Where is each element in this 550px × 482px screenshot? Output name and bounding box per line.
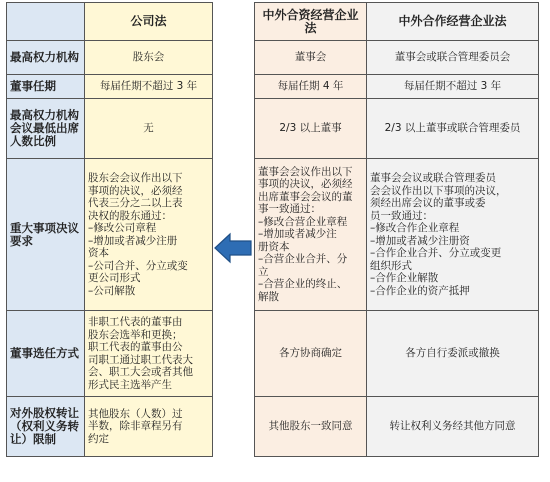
- cell-line: –修改合营企业章程: [258, 215, 348, 228]
- left-arrow-icon: [214, 232, 252, 264]
- row-label-term: 董事任期: [7, 75, 85, 99]
- cell-term-equity-jv: 每届任期 4 年: [255, 75, 367, 99]
- cell-line: 事项的决议，必须经: [88, 184, 183, 197]
- row-label-major: 重大事项决议要求: [7, 159, 85, 311]
- header-equity-jv: 中外合资经营企业法: [255, 3, 367, 41]
- cell-line: 事一致通过：: [258, 203, 321, 216]
- cell-major-equity-jv: [255, 159, 367, 311]
- cell-major-company-law: [85, 159, 213, 311]
- cell-line: 半数，除非章程另有: [88, 420, 183, 433]
- row-term: [7, 75, 539, 99]
- cell-line: 会、职工大会或者其他: [88, 366, 193, 378]
- cell-appoint-coop-jv: 各方自行委派或撤换: [367, 311, 539, 397]
- header-company-law: 公司法: [85, 3, 213, 41]
- header-corner: [7, 3, 85, 41]
- row-label-transfer: 对外股权转让（权利义务转让）限制: [7, 397, 85, 457]
- header-row: [7, 3, 539, 41]
- cell-quorum-coop-jv: 2/3 以上董事或联合管理委员: [367, 99, 539, 159]
- cell-line: –增加或者减少注册: [88, 234, 178, 247]
- cell-line: 约定: [88, 432, 109, 445]
- row-label-appoint: 董事选任方式: [7, 311, 85, 397]
- row-label-authority: 最高权力机构: [7, 41, 85, 75]
- cell-quorum-equity-jv: 2/3 以上董事: [255, 99, 367, 159]
- cell-line: 形式民主选举产生: [88, 378, 172, 391]
- cell-authority-company-law: 股东会: [85, 41, 213, 75]
- cell-line: 员一致通过：: [370, 209, 433, 222]
- cell-authority-coop-jv: 董事会或联合管理委员会: [367, 41, 539, 75]
- cell-transfer-company-law: [85, 397, 213, 457]
- cell-line: –合营企业的终止、: [258, 278, 348, 291]
- cell-line: –公司合并、分立或变: [88, 259, 188, 272]
- row-major: [7, 159, 539, 311]
- cell-appoint-company-law: [85, 311, 213, 397]
- cell-quorum-company-law: 无: [85, 99, 213, 159]
- cell-line: 册资本: [258, 240, 290, 253]
- cell-line: –合作企业的资产抵押: [370, 284, 470, 297]
- cell-line: –合作企业合并、分立或变更: [370, 247, 502, 259]
- cell-line: 司职工通过职工代表大: [88, 353, 193, 366]
- header-coop-jv: 中外合作经营企业法: [367, 3, 539, 41]
- cell-line: 组织形式: [370, 259, 412, 272]
- cell-line: 解散: [258, 290, 279, 303]
- cell-authority-equity-jv: 董事会: [255, 41, 367, 75]
- cell-line: –增加或者减少注册资: [370, 234, 470, 247]
- cell-line: 董事会会议作出以下: [258, 165, 353, 178]
- cell-line: 须经出席会议的董事或委: [370, 197, 486, 209]
- row-transfer: [7, 397, 539, 457]
- cell-line: 资本: [88, 247, 109, 259]
- row-appoint: [7, 311, 539, 397]
- cell-line: 股东会会议作出以下: [88, 172, 183, 184]
- cell-line: 事项的决议，必须经: [258, 178, 353, 191]
- cell-line: 董事会会议或联合管理委员: [370, 172, 496, 184]
- cell-major-coop-jv: [367, 159, 539, 311]
- cell-line: 立: [258, 265, 269, 278]
- cell-line: –修改合作企业章程: [370, 222, 460, 234]
- cell-appoint-equity-jv: 各方协商确定: [255, 311, 367, 397]
- cell-line: 非职工代表的董事由: [88, 316, 183, 328]
- cell-line: 职工代表的董事由公: [88, 341, 183, 353]
- cell-line: 更公司形式: [88, 272, 141, 284]
- cell-transfer-coop-jv: 转让权利义务经其他方同意: [367, 397, 539, 457]
- cell-line: –合营企业合并、分: [258, 253, 348, 266]
- comparison-table: [6, 2, 539, 457]
- cell-line: 股东会选举和更换；: [88, 328, 183, 341]
- row-quorum: [7, 99, 539, 159]
- cell-term-company-law: 每届任期不超过 3 年: [85, 75, 213, 99]
- cell-line: 代表三分之二以上表: [88, 197, 183, 209]
- cell-line: –增加或者减少注: [258, 228, 337, 241]
- cell-line: 出席董事会会议的董: [258, 190, 353, 203]
- cell-line: –合作企业解散: [370, 272, 439, 284]
- cell-line: 会会议作出以下事项的决议，: [370, 184, 507, 197]
- cell-transfer-equity-jv: 其他股东一致同意: [255, 397, 367, 457]
- cell-line: –公司解散: [88, 284, 136, 297]
- cell-line: 决权的股东通过：: [88, 209, 172, 222]
- cell-line: –修改公司章程: [88, 222, 157, 234]
- row-authority: [7, 41, 539, 75]
- cell-term-coop-jv: 每届任期不超过 3 年: [367, 75, 539, 99]
- row-label-quorum: 最高权力机构会议最低出席人数比例: [7, 99, 85, 159]
- cell-line: 其他股东（人数）过: [88, 407, 183, 420]
